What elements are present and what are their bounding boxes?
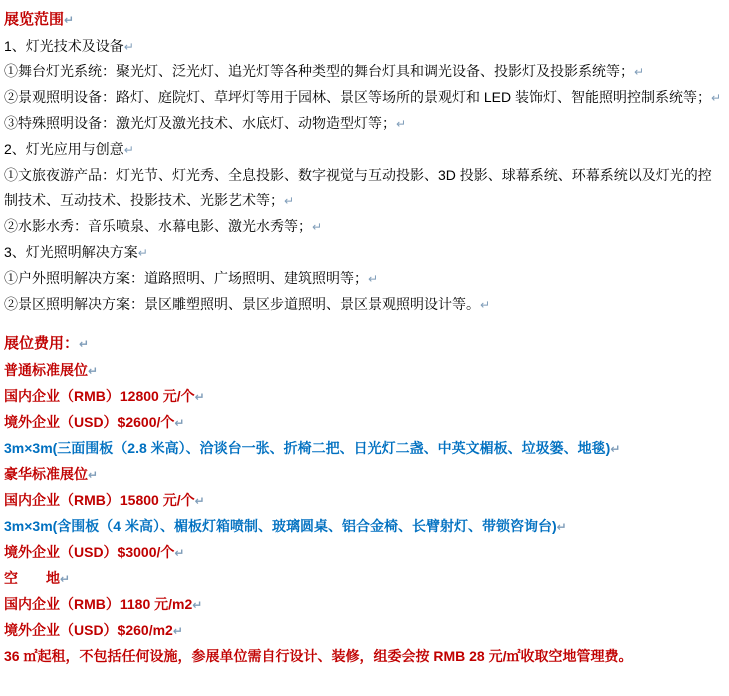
pilcrow-mark: ↵: [634, 65, 645, 79]
pilcrow-mark: ↵: [192, 598, 203, 612]
pilcrow-mark: ↵: [123, 143, 134, 157]
deluxe-booth-spec-text: 3m×3m(含围板（4 米高）、楣板灯箱喷制、玻璃圆桌、铝合金椅、长臂射灯、带锁咨询台): [4, 518, 557, 534]
category-1-item-1-text: ①舞台灯光系统：聚光灯、泛光灯、追光灯等各种类型的舞台灯具和调光设备、投影灯及投影系统等；: [4, 63, 634, 79]
deluxe-overseas-price-text: 境外企业（USD）$3000/个: [4, 544, 175, 560]
pilcrow-mark: ↵: [284, 194, 295, 208]
raw-space-domestic-price: [4, 592, 723, 618]
standard-domestic-price-text: 国内企业（RMB）12800 元/个: [4, 388, 195, 404]
deluxe-booth-title: [4, 462, 723, 488]
category-3-item-2-text: ②景区照明解决方案：景区雕塑照明、景区步道照明、景区景观照明设计等。: [4, 296, 480, 312]
category-3-title: [4, 240, 723, 266]
category-2-item-1-text: ①文旅夜游产品：灯光节、灯光秀、全息投影、数字视觉与互动投影、3D 投影、球幕系统、环幕系统以及灯光的控制技术、互动技术、投影技术、光影艺术等；: [4, 167, 712, 208]
deluxe-booth-title-text: 豪华标准展位: [4, 466, 88, 482]
category-3-item-2: [4, 292, 723, 318]
standard-domestic-price: [4, 384, 723, 410]
category-1-title: [4, 34, 723, 59]
pilcrow-mark: ↵: [194, 494, 205, 508]
fee-section-title-text: 展位费用：: [4, 335, 80, 352]
pilcrow-mark: ↵: [711, 91, 722, 105]
deluxe-domestic-price-text: 国内企业（RMB）15800 元/个: [4, 492, 195, 508]
pilcrow-mark: ↵: [480, 298, 491, 312]
category-3-title-text: 3、灯光照明解决方案: [4, 244, 138, 260]
pilcrow-mark: ↵: [64, 13, 75, 27]
raw-space-overseas-price: [4, 618, 723, 644]
pilcrow-mark: ↵: [396, 117, 407, 131]
category-1-item-2-text: ②景观照明设备：路灯、庭院灯、草坪灯等用于园林、景区等场所的景观灯和 LED 装饰灯、智能照明控制系统等；: [4, 89, 712, 105]
fee-section-title: [4, 330, 723, 358]
pilcrow-mark: ↵: [88, 468, 99, 482]
standard-booth-spec: [4, 436, 723, 462]
page-title: [4, 6, 723, 34]
pilcrow-mark: ↵: [368, 272, 379, 286]
category-1-title-text: 1、灯光技术及设备: [4, 38, 124, 54]
standard-booth-title: [4, 358, 723, 384]
category-2-item-2-text: ②水影水秀：音乐喷泉、水幕电影、激光水秀等；: [4, 218, 312, 234]
pilcrow-mark: ↵: [60, 572, 71, 586]
raw-space-overseas-price-text: 境外企业（USD）$260/m2: [4, 622, 173, 638]
deluxe-booth-spec: [4, 514, 723, 540]
category-1-item-3-text: ③特殊照明设备：激光灯及激光技术、水底灯、动物造型灯等；: [4, 115, 396, 131]
deluxe-domestic-price: [4, 488, 723, 514]
standard-overseas-price-text: 境外企业（USD）$2600/个: [4, 414, 175, 430]
section-spacer: [4, 318, 723, 330]
pilcrow-mark: ↵: [610, 442, 621, 456]
pilcrow-mark: ↵: [172, 624, 183, 638]
category-2-title-text: 2、灯光应用与创意: [4, 141, 124, 157]
raw-space-domestic-price-text: 国内企业（RMB）1180 元/m2: [4, 596, 193, 612]
standard-booth-title-text: 普通标准展位: [4, 362, 88, 378]
category-3-item-1-text: ①户外照明解决方案：道路照明、广场照明、建筑照明等；: [4, 270, 368, 286]
category-2-item-1: [4, 163, 723, 214]
raw-space-footnote: [4, 644, 723, 669]
pilcrow-mark: ↵: [88, 364, 99, 378]
raw-space-footnote-text: 36 ㎡起租，不包括任何设施，参展单位需自行设计、装修，组委会按 RMB 28 元/㎡收取空地管理费。: [4, 648, 633, 664]
category-1-item-1: [4, 59, 723, 85]
pilcrow-mark: ↵: [556, 520, 567, 534]
category-1-item-2: [4, 85, 723, 111]
standard-booth-spec-text: 3m×3m(三面围板（2.8 米高）、洽谈台一张、折椅二把、日光灯二盏、中英文楣板、垃圾篓、地毯): [4, 440, 611, 456]
pilcrow-mark: ↵: [123, 40, 134, 54]
category-2-title: [4, 137, 723, 163]
pilcrow-mark: ↵: [79, 337, 90, 351]
pilcrow-mark: ↵: [194, 390, 205, 404]
standard-overseas-price: [4, 410, 723, 436]
raw-space-title: [4, 566, 723, 592]
pilcrow-mark: ↵: [312, 220, 323, 234]
category-1-item-3: [4, 111, 723, 137]
raw-space-title-text: 空 地: [4, 570, 60, 586]
pilcrow-mark: ↵: [174, 416, 185, 430]
page-title-text: 展览范围: [4, 11, 65, 28]
pilcrow-mark: ↵: [174, 546, 185, 560]
pilcrow-mark: ↵: [137, 246, 148, 260]
deluxe-overseas-price: [4, 540, 723, 566]
category-3-item-1: [4, 266, 723, 292]
category-2-item-2: [4, 214, 723, 240]
